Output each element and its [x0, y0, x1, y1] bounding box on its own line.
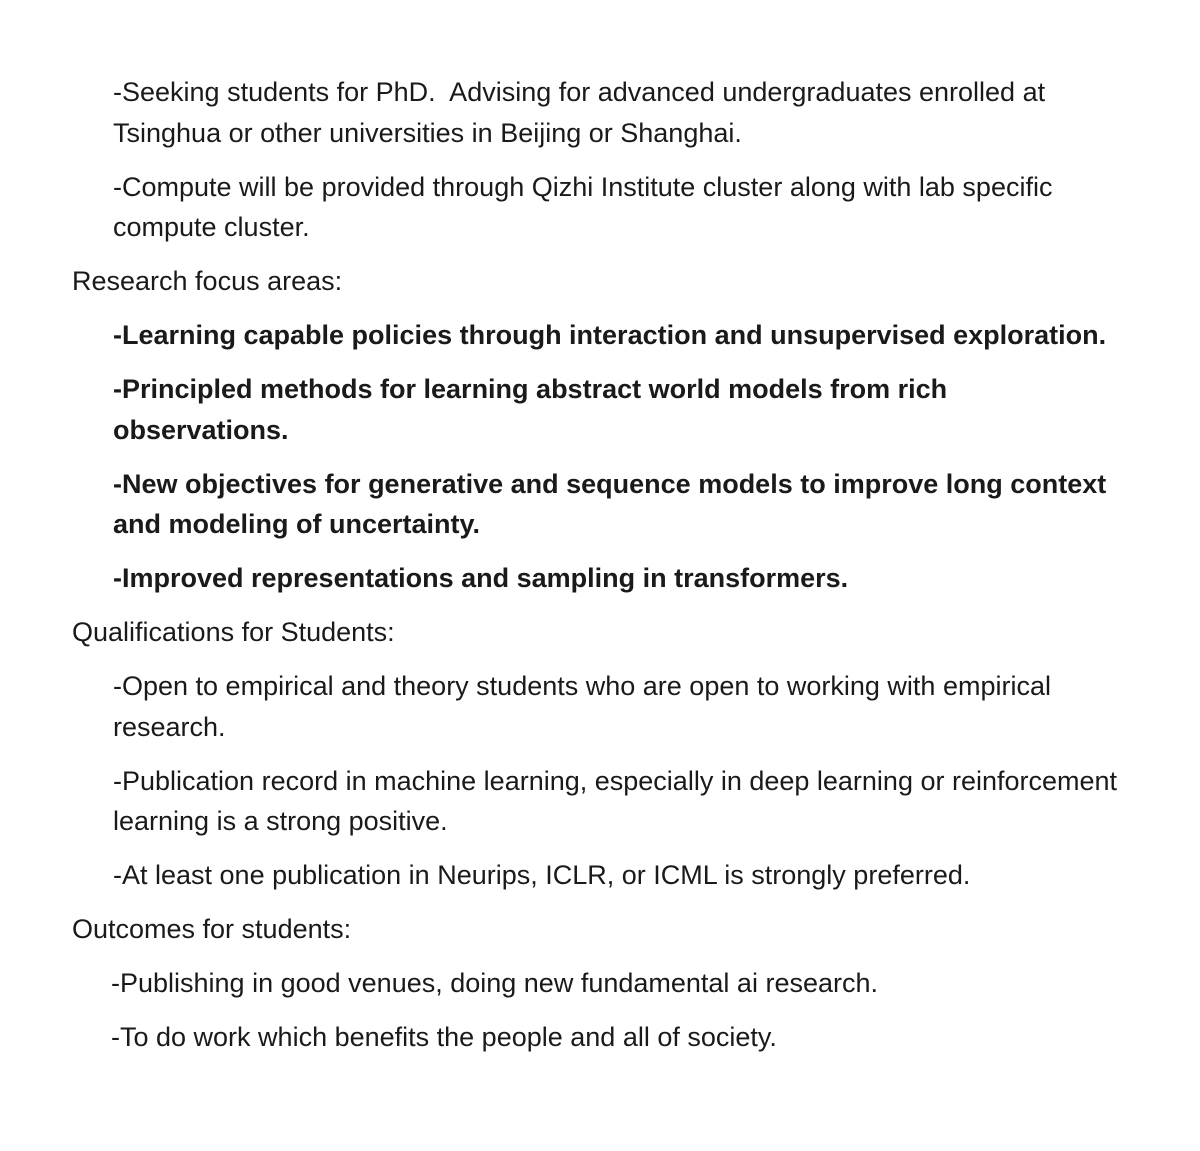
- list-item-qualification: -Open to empirical and theory students who are open to working with empirical research.: [113, 671, 1059, 742]
- list-item-research-focus: -Principled methods for learning abstract world models from rich observations.: [113, 374, 955, 445]
- list-item-compute: -Compute will be provided through Qizhi Institute cluster along with lab specific compute cluster.: [113, 171, 1060, 242]
- section-heading-outcomes: Outcomes for students:: [72, 914, 352, 944]
- list-item-outcome: -Publishing in good venues, doing new fundamental ai research.: [111, 968, 878, 998]
- document-body: [0, 72, 1200, 1071]
- list-item-research-focus: -Improved representations and sampling in transformers.: [113, 563, 849, 593]
- list-item-seeking-students: -Seeking students for PhD. Advising for advanced undergraduates enrolled at Tsinghua or other universities in Beijing or Shanghai.: [113, 77, 1053, 148]
- section-heading-research-focus: Research focus areas:: [72, 266, 343, 296]
- list-item-research-focus: -New objectives for generative and sequence models to improve long context and modeling of uncertainty.: [113, 468, 1114, 539]
- list-item-outcome: -To do work which benefits the people and all of society.: [111, 1022, 777, 1052]
- section-heading-qualifications: Qualifications for Students:: [72, 617, 395, 647]
- list-item-qualification: -At least one publication in Neurips, ICLR, or ICML is strongly preferred.: [113, 860, 971, 890]
- list-item-research-focus: -Learning capable policies through interaction and unsupervised exploration.: [113, 320, 1107, 350]
- list-item-qualification: -Publication record in machine learning, especially in deep learning or reinforcement learning is a strong positive.: [113, 765, 1125, 836]
